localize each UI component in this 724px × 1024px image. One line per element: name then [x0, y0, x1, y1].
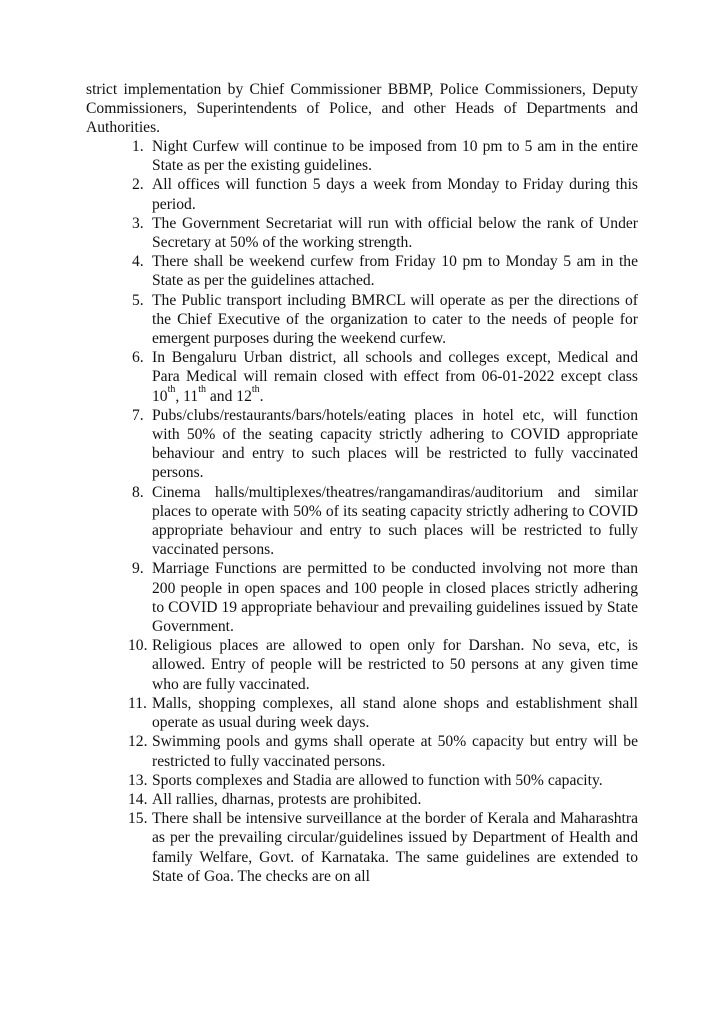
item-number: 14.	[128, 790, 148, 808]
item-number: 7.	[132, 406, 144, 424]
item-text: The Government Secretariat will run with official below the rank of Under Secretary at 50% of the working strength.	[152, 214, 638, 252]
item-number: 6.	[132, 349, 144, 367]
item-number: 12.	[128, 733, 148, 751]
item-number: 1.	[132, 138, 144, 155]
list-item	[86, 348, 638, 406]
list-item	[86, 252, 638, 290]
item-number: 2.	[132, 176, 144, 194]
item-text: All rallies, dharnas, protests are prohibited.	[152, 790, 422, 808]
item-text: There shall be intensive surveillance at the border of Kerala and Maharashtra as per the prevailing circular/guidelines issued by Department of Health and family Welfare, Govt. of Karnataka. The same guidelines are extended to State of Goa. The checks are on all	[152, 810, 638, 885]
item-text: There shall be weekend curfew from Friday 10 pm to Monday 5 am in the State as per the guidelines attached.	[152, 253, 638, 290]
intro-paragraph: strict implementation by Chief Commissioner BBMP, Police Commissioners, Deputy Commissioners, Superintendents of Police, and other Heads of Departments and Authorities.	[86, 81, 638, 137]
item-text: Malls, shopping complexes, all stand alone shops and establishment shall operate as usual during week days.	[152, 694, 638, 732]
item-number: 3.	[132, 214, 144, 232]
superscript: th	[167, 384, 176, 396]
item-number: 8.	[132, 483, 144, 501]
list-item	[86, 771, 638, 790]
item-text: Swimming pools and gyms shall operate at 50% capacity but entry will be restricted to fully vaccinated persons.	[152, 733, 638, 770]
item-text: All offices will function 5 days a week from Monday to Friday during this period.	[152, 176, 638, 213]
item-text: The Public transport including BMRCL will operate as per the directions of the Chief Executive of the organization to cater to the needs of people for emergent purposes during the weekend curfew.	[152, 291, 638, 348]
item-number: 13.	[128, 771, 148, 789]
superscript: th	[198, 384, 206, 396]
item-text: Sports complexes and Stadia are allowed to function with 50% capacity.	[152, 771, 603, 789]
item-text-end: .	[259, 387, 264, 405]
list-item	[86, 732, 638, 770]
item-number: 15.	[128, 810, 148, 828]
list-item	[86, 137, 638, 175]
list-item	[86, 559, 638, 636]
list-item	[86, 175, 638, 213]
item-text	[152, 348, 638, 406]
list-item	[86, 809, 638, 886]
list-item	[86, 214, 638, 252]
item-text-part: and 12	[205, 387, 252, 405]
superscript: th	[251, 384, 260, 396]
list-item	[86, 694, 638, 732]
list-item	[86, 406, 638, 483]
item-text-part: , 11	[175, 387, 199, 405]
item-text: Religious places are allowed to open only for Darshan. No seva, etc, is allowed. Entry of people will be restricted to 50 persons at any given time who are fully vaccinated.	[152, 637, 638, 693]
item-number: 10.	[128, 637, 148, 655]
item-text: Marriage Functions are permitted to be conducted involving not more than 200 people in open spaces and 100 people in closed places strictly adhering to COVID 19 appropriate behaviour and prevailing guidelines issued by State Government.	[152, 560, 638, 636]
list-item	[86, 636, 638, 694]
item-number: 9.	[132, 560, 144, 578]
item-text: Pubs/clubs/restaurants/bars/hotels/eating places in hotel etc, will function with 50% of the seating capacity strictly adhering to COVID appropriate behaviour and entry to such places will be restricted to fully vaccinated persons.	[152, 406, 638, 482]
item-text: Cinema halls/multiplexes/theatres/rangamandiras/auditorium and similar places to operate with 50% of its seating capacity strictly adhering to COVID appropriate behaviour and entry to such places will be restricted to fully vaccinated persons.	[152, 483, 638, 559]
item-text: Night Curfew will continue to be imposed from 10 pm to 5 am in the entire State as per the existing guidelines.	[152, 138, 638, 175]
guidelines-list	[86, 137, 638, 886]
item-number: 4.	[132, 253, 144, 271]
list-item	[86, 790, 638, 809]
item-number: 5.	[132, 291, 144, 309]
list-item	[86, 291, 638, 349]
item-text-main: In Bengaluru Urban district, all schools and colleges except, Medical and Para Medical will remain closed with effect from 06-01-2022 except class 10	[152, 349, 638, 405]
item-number: 11.	[128, 694, 147, 712]
list-item	[86, 483, 638, 560]
